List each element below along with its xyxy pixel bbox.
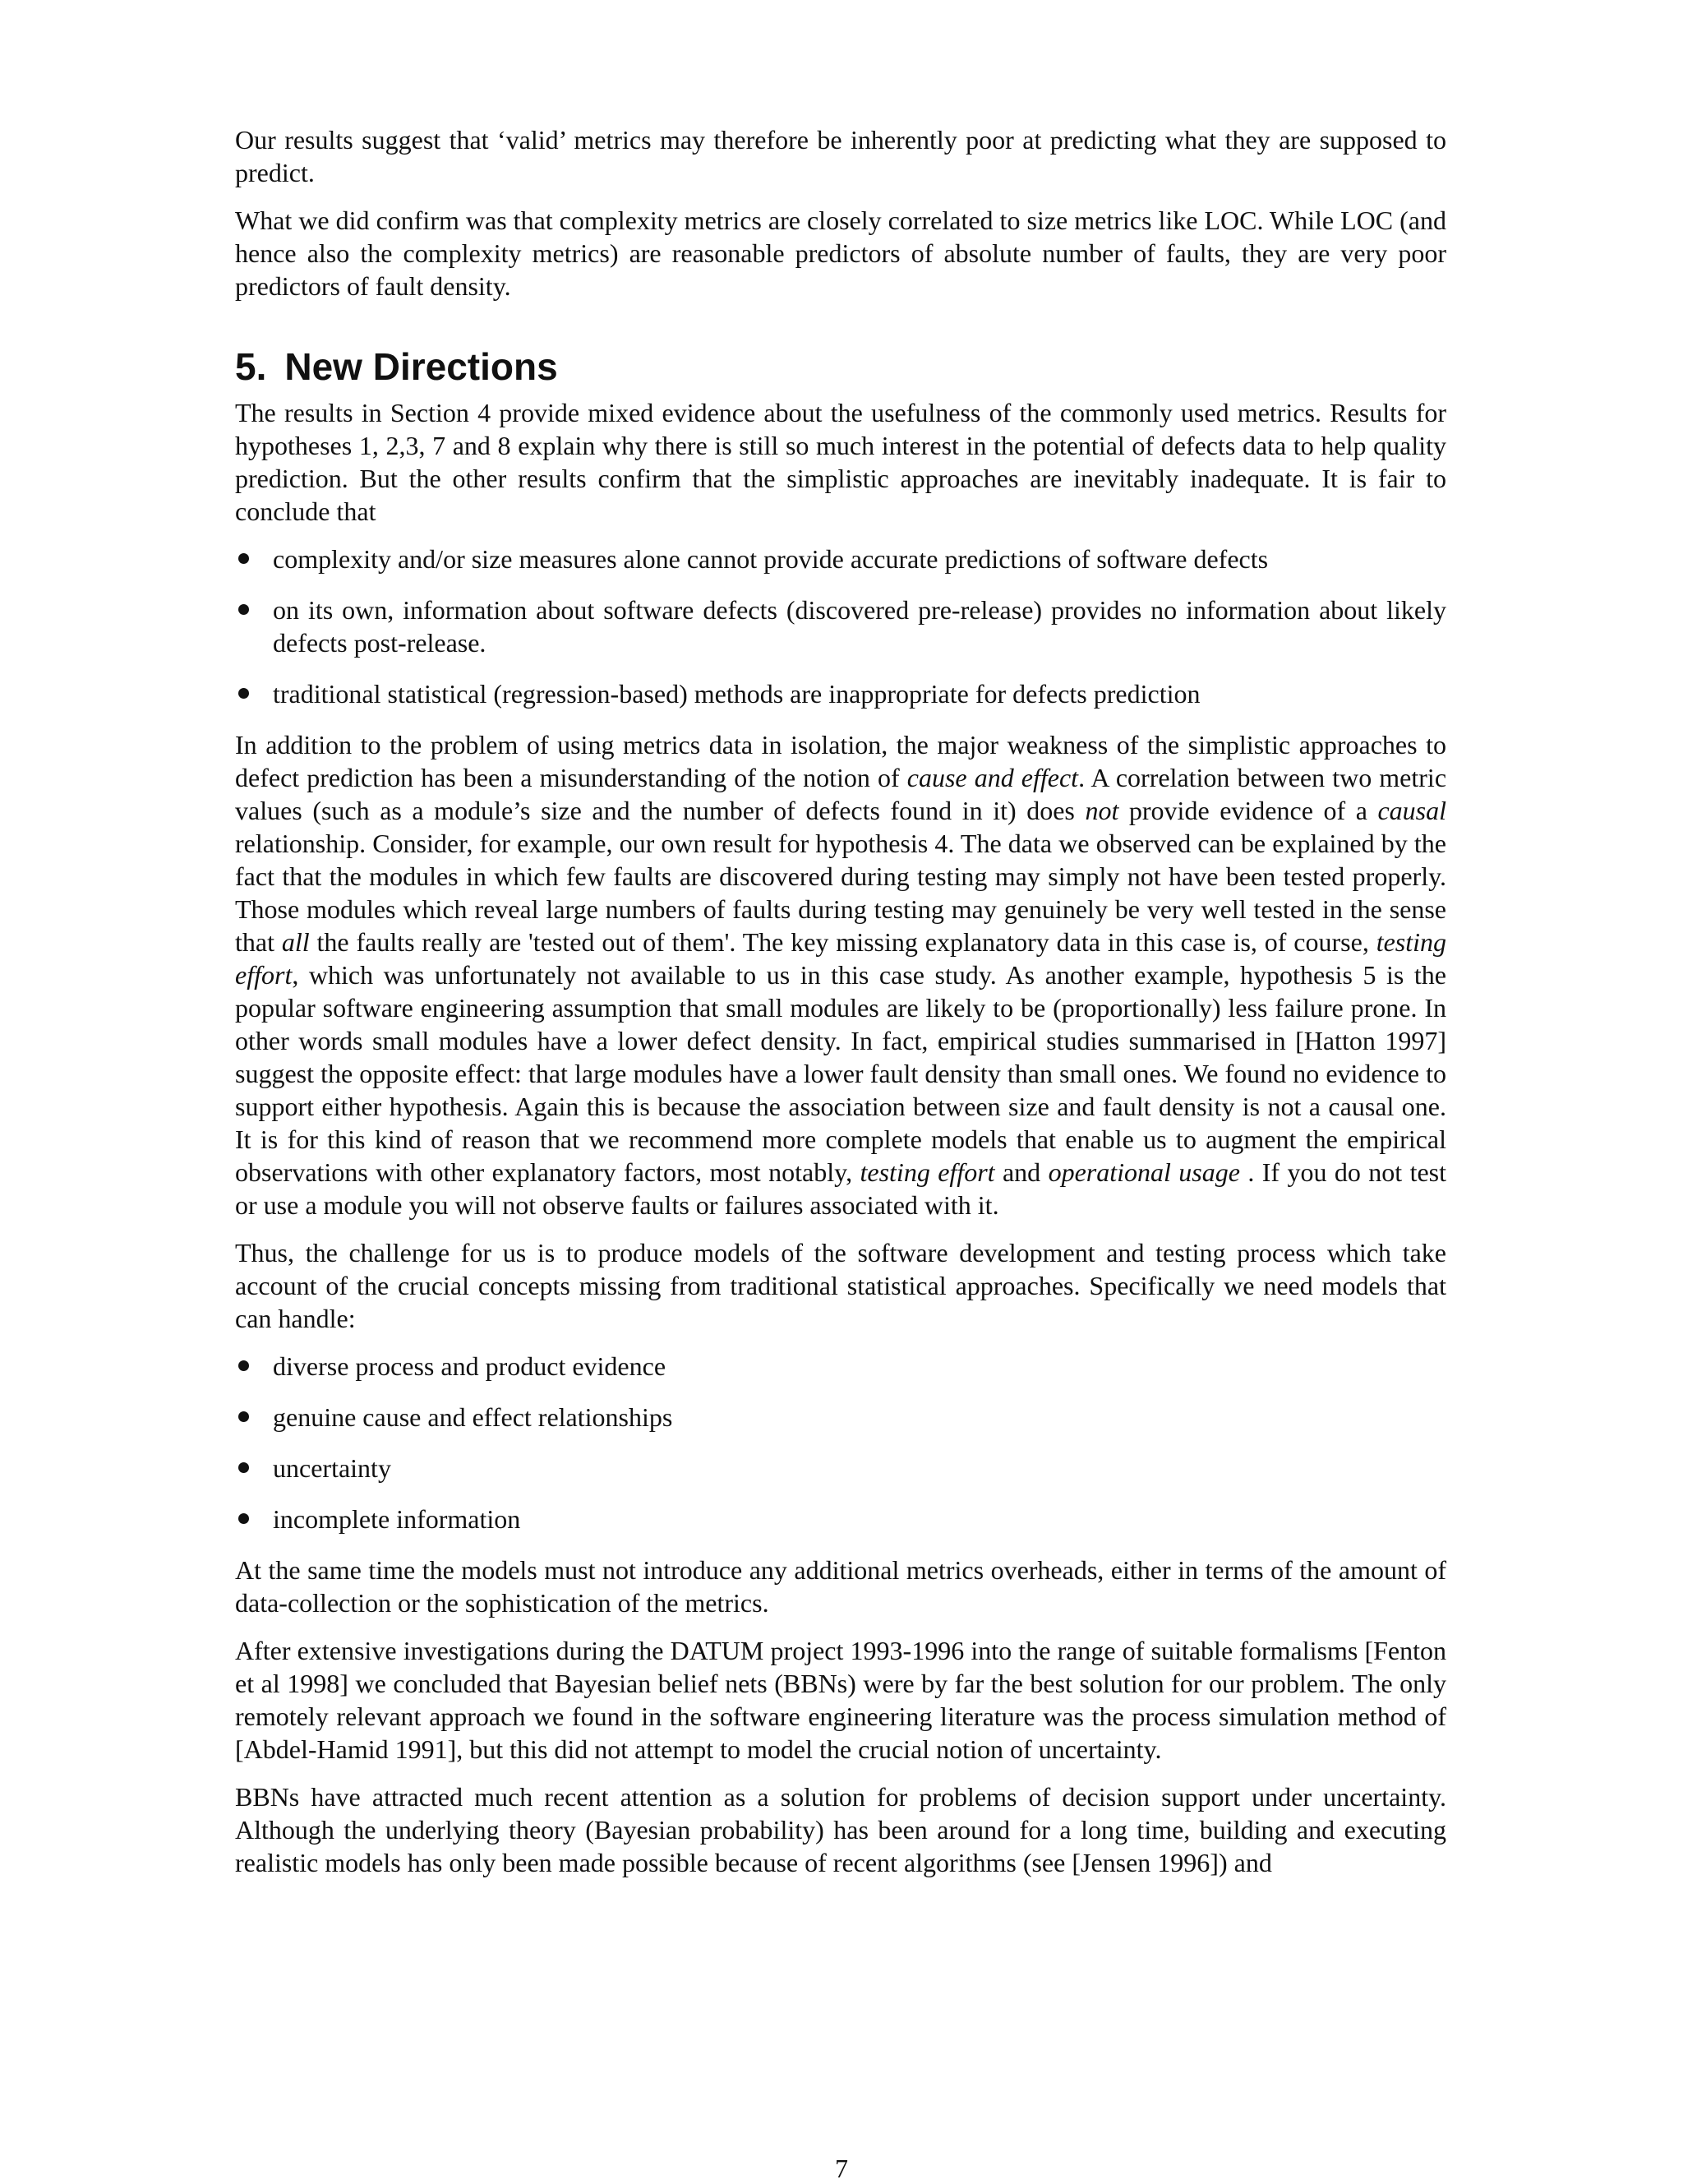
text-run: , which was unfortunately not available to us in this case study. As another example, hypothesis 5 is the popular software engineering assumption that small modules are likely to be (proportionally) less failure prone. In other words small modules have a lower defect density. In fact, empirical studies summarised in [Hatton 1997] suggest the opposite effect: that large modules have a lower fault density than small ones. We found no evidence to support either hypothesis. Again this is because the association between size and fault density is not a causal one. It is for this kind of reason that we recommend more complete models that enable us to augment the empirical observations with other explanatory factors, most notably,	[235, 960, 1446, 1187]
section-title: New Directions	[284, 345, 558, 388]
list-item: diverse process and product evidence	[235, 1350, 1446, 1383]
list-item: complexity and/or size measures alone cannot provide accurate predictions of software defects	[235, 543, 1446, 575]
paragraph-bbns: BBNs have attracted much recent attention as a solution for problems of decision support under uncertainty. Although the underlying theory (Bayesian probability) has been around for a long time, building and executing realistic models has only been made possible because of recent algorithms (see [Jensen 1996]) and	[235, 1782, 1446, 1877]
italic-term: all	[281, 927, 310, 957]
section-heading	[235, 345, 1446, 388]
text-run: . A correlation between two metric values (such as a module’s size and the number of defects found in it) does	[235, 763, 1447, 825]
italic-term: not	[1085, 796, 1119, 825]
paragraph-section-intro: The results in Section 4 provide mixed evidence about the usefulness of the commonly used metrics. Results for hypotheses 1, 2,3, 7 and 8 explain why there is still so much interest in the potential of defects data to help quality prediction. But the other results confirm that the simplistic approaches are inevitably inadequate. It is fair to conclude that	[235, 398, 1446, 526]
text-run: and	[994, 1157, 1049, 1187]
section-number: 5.	[235, 345, 267, 388]
italic-term: testing effort	[860, 1157, 995, 1187]
list-item: uncertainty	[235, 1452, 1446, 1484]
italic-term: testing effort	[235, 927, 1447, 990]
paragraph-valid-metrics: Our results suggest that ‘valid’ metrics may therefore be inherently poor at predicting what they are supposed to predict.	[235, 125, 1446, 187]
needs-list	[235, 1350, 1446, 1535]
text-run: provide evidence of a	[1118, 796, 1378, 825]
paragraph-datum-project: After extensive investigations during the DATUM project 1993-1996 into the range of suitable formalisms [Fenton et al 1998] we concluded that Bayesian belief nets (BBNs) were by far the best solution for our problem. The only remotely relevant approach we found in the software engineering literature was the process simulation method of [Abdel-Hamid 1991], but this did not attempt to model the crucial notion of uncertainty.	[235, 1636, 1446, 1764]
paragraph-overheads: At the same time the models must not introduce any additional metrics overheads, either in terms of the amount of data-collection or the sophistication of the metrics.	[235, 1555, 1446, 1618]
italic-term: operational usage	[1048, 1157, 1240, 1187]
paragraph-complexity-correlation: What we did confirm was that complexity metrics are closely correlated to size metrics like LOC. While LOC (and hence also the complexity metrics) are reasonable predictors of absolute number of faults, they are very poor predictors of fault density.	[235, 205, 1446, 301]
list-item: genuine cause and effect relationships	[235, 1401, 1446, 1434]
page-number: 7	[835, 2154, 848, 2183]
paragraph-cause-and-effect	[235, 728, 1446, 1221]
text-run: the faults really are 'tested out of them'. The key missing explanatory data in this case is, of course,	[309, 927, 1376, 957]
list-item: traditional statistical (regression-based) methods are inappropriate for defects prediction	[235, 677, 1446, 710]
text-run: relationship. Consider, for example, our own result for hypothesis 4. The data we observed can be explained by the fact that the modules in which few faults are discovered during testing may simply not have been tested properly. Those modules which reveal large numbers of faults during testing may genuinely be very well tested in the sense that	[235, 829, 1446, 957]
text-run: In addition to the problem of using metrics data in isolation, the major weakness of the simplistic approaches to defect prediction has been a misunderstanding of the notion of	[235, 730, 1446, 792]
conclusions-list	[235, 543, 1446, 710]
italic-term: causal	[1377, 796, 1447, 825]
page-body	[235, 123, 1446, 1894]
italic-term: cause and effect	[906, 763, 1079, 792]
paragraph-challenge: Thus, the challenge for us is to produce models of the software development and testing process which take account of the crucial concepts missing from traditional statistical approaches. Specifically we need models that can handle:	[235, 1238, 1446, 1333]
list-item: incomplete information	[235, 1503, 1446, 1535]
list-item: on its own, information about software defects (discovered pre-release) provides no information about likely defects post-release.	[235, 593, 1446, 659]
text-run: . If you do not test or use a module you will not observe faults or failures associated with it.	[235, 1157, 1447, 1220]
